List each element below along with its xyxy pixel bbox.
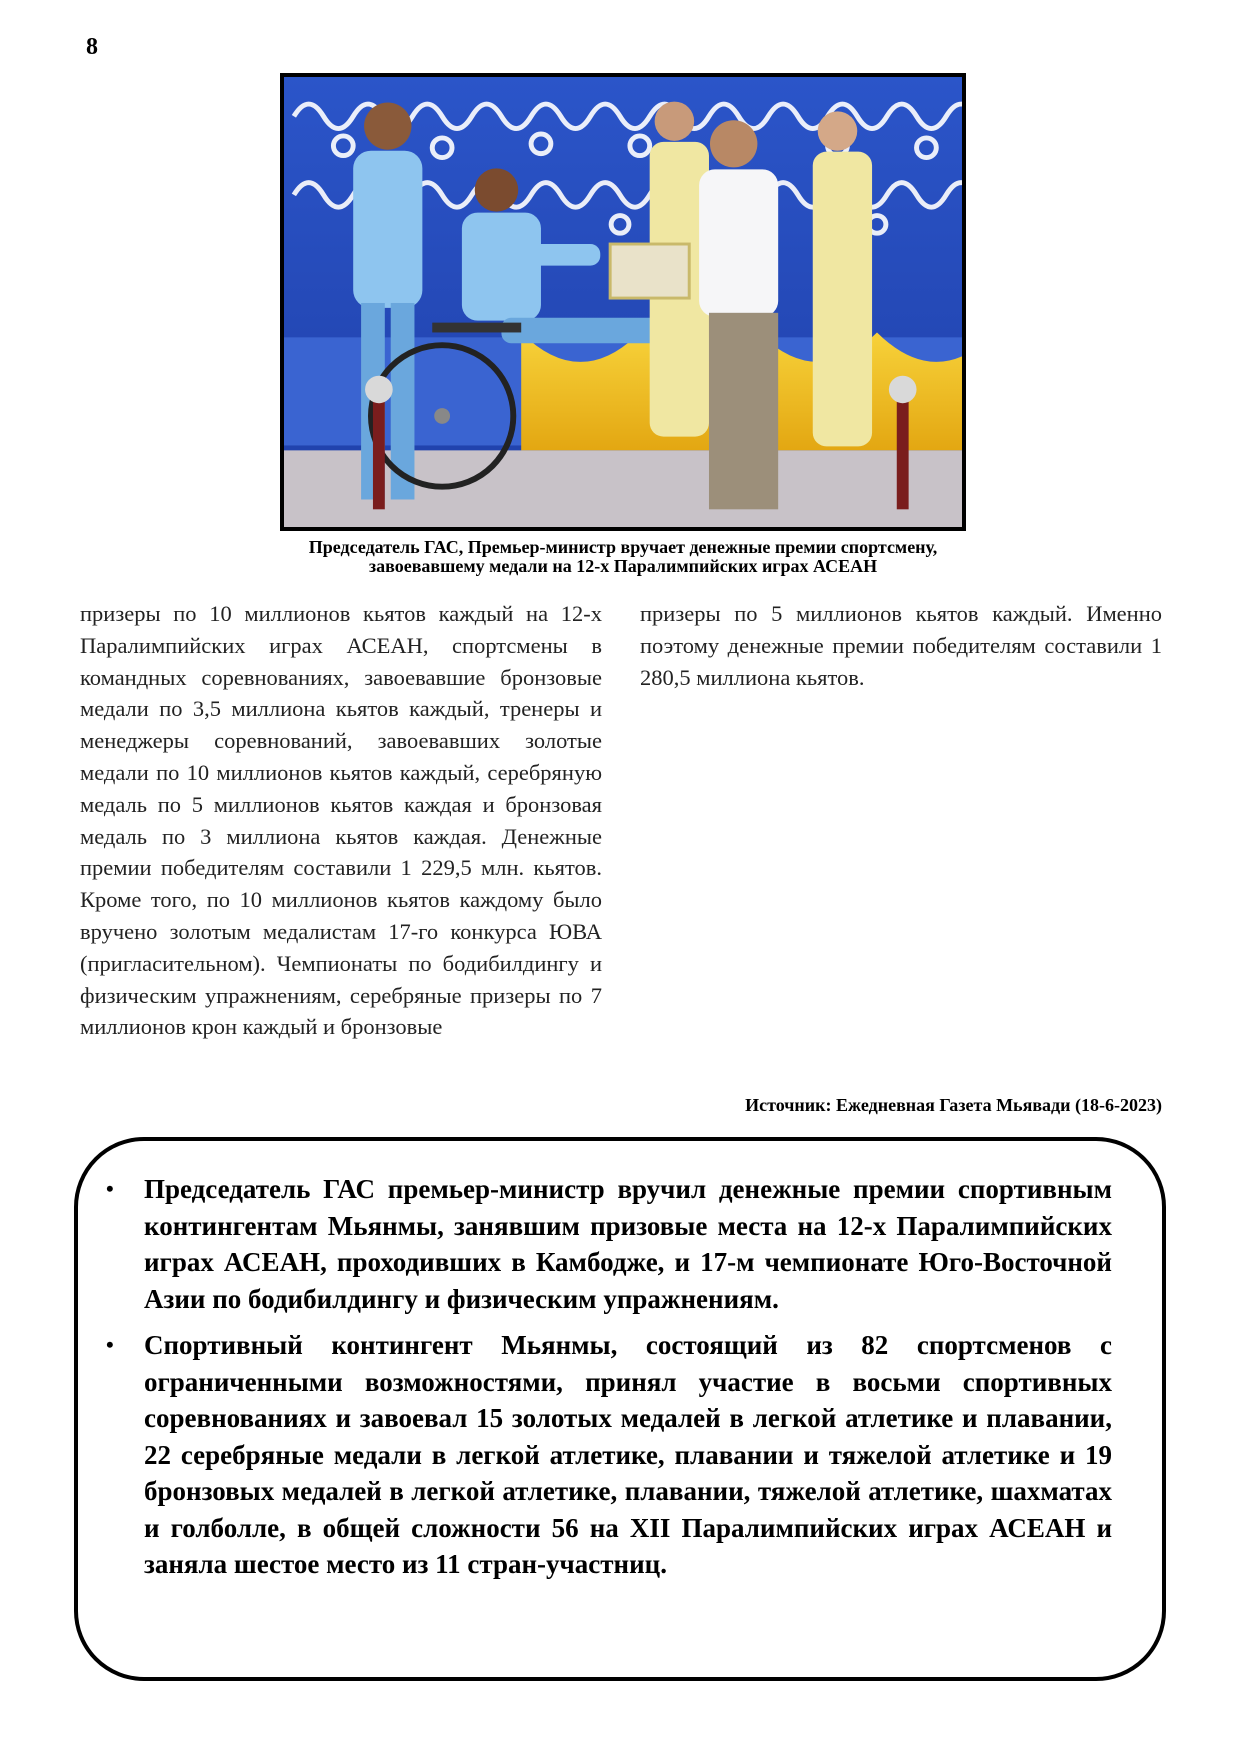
bullet-icon: •: [106, 1176, 114, 1201]
summary-item-text: Спортивный контингент Мьянмы, состоящий из 82 спортсменов с ограниченными возможностями, принял участие в восьми спортивных соревнованиях и завоевал 15 золотых медалей в легкой атлетике и плавании, 22 серебряные медали в легкой атлетике, плавании и тяжелой атлетике и 19 бронзовых медалей в легкой атлетике, плавании, тяжелой атлетике, шахматах и голболле, в общей сложности 56 на XII Паралимпийских играх АСЕАН и заняла шестое место из 11 стран-участниц.: [144, 1330, 1112, 1579]
caption-line-1: Председатель ГАС, Премьер-министр вручает денежные премии спортсмену,: [308, 537, 938, 557]
summary-item: [106, 1327, 1112, 1583]
award-ceremony-photo: [280, 73, 966, 531]
caption-line-2: завоевавшему медали на 12-х Паралимпийских играх АСЕАН: [368, 556, 878, 576]
photo-illustration: [284, 77, 962, 527]
article-right-column: призеры по 5 миллионов кьятов каждый. Именно поэтому денежные премии победителям составили 1 280,5 миллиона кьятов.: [640, 601, 1162, 690]
source-credit: Источник: Ежедневная Газета Мьявади (18-6-2023): [745, 1095, 1162, 1115]
summary-item-text: Председатель ГАС премьер-министр вручил денежные премии спортивным контингентам Мьянмы, занявшим призовые места на 12-х Паралимпийских играх АСЕАН, проходивших в Камбодже, и 17-м чемпионате Юго-Восточной Азии по бодибилдингу и физическим упражнениям.: [144, 1174, 1112, 1314]
summary-item: [106, 1171, 1112, 1317]
summary-box: [74, 1137, 1166, 1681]
bullet-icon: •: [106, 1332, 114, 1357]
summary-list: [106, 1171, 1112, 1593]
article-left-column: призеры по 10 миллионов кьятов каждый на 12-х Паралимпийских играх АСЕАН, спортсмены в командных соревнованиях, завоевавшие бронзовые медали по 3,5 миллиона кьятов каждый, тренеры и менеджеры соревнований, завоевавших золотые медали по 10 миллионов кьятов каждый, серебряную медаль по 5 миллионов кьятов каждая и бронзовая медаль по 3 миллиона кьятов каждая. Денежные премии победителям составили 1 229,5 млн. кьятов. Кроме того, по 10 миллионов кьятов каждому было вручено золотым медалистам 17-го конкурса ЮВА (пригласительном). Чемпионаты по бодибилдингу и физическим упражнениям, серебряные призеры по 7 миллионов крон каждый и бронзовые: [80, 601, 602, 1040]
photo-caption: [240, 538, 1006, 576]
page-number: 8: [86, 34, 98, 60]
